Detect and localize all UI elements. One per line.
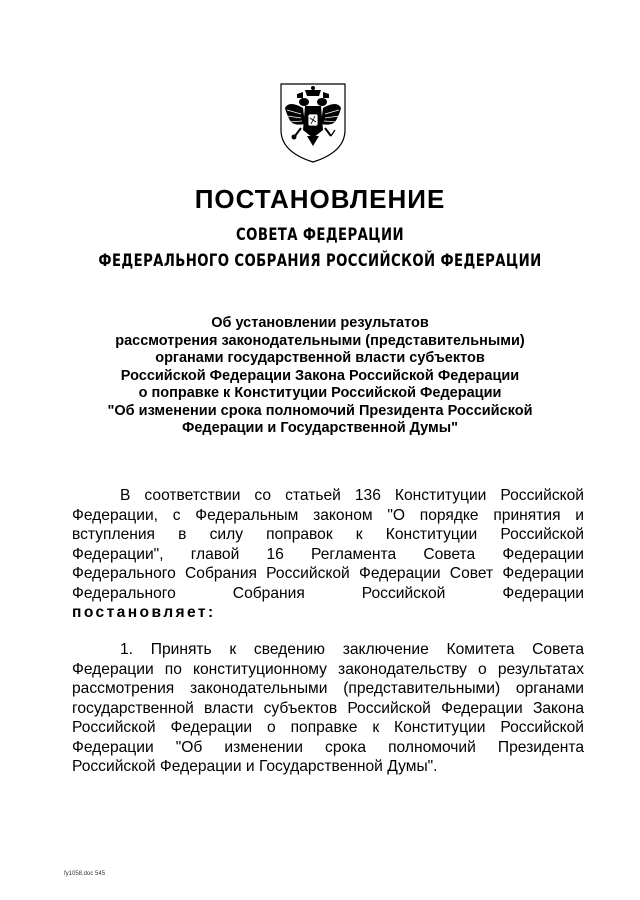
paragraph-line: Федерального Собрания Российской Федерации <box>72 584 584 602</box>
decree-word: постановляет: <box>72 604 216 621</box>
heading-line: рассмотрения законодательными (представительными) <box>115 332 525 349</box>
heading-line: Федерации и Государственной Думы" <box>181 420 459 436</box>
paragraph-line: Федерального Собрания Российской Федерации Совет Федерации <box>72 565 584 582</box>
preamble-paragraph <box>72 486 584 623</box>
issuer-line-1: СОВЕТА ФЕДЕРАЦИИ <box>236 225 404 245</box>
paragraph-line: рассмотрения законодательными (представительными) органами <box>72 680 584 697</box>
paragraph-line: государственной власти субъектов Российской Федерации Закона <box>72 699 584 717</box>
paragraph-line: Федерации "Об изменении срока полномочий Президента <box>72 738 584 756</box>
file-reference: fy1058.doc 545 <box>64 871 106 877</box>
heading-line: Об установлении результатов <box>211 315 429 331</box>
paragraph-line: Российской Федерации о поправке к Конституции Российской <box>72 719 584 736</box>
paragraph-line: Российской Федерации и Государственной Думы". <box>72 758 438 775</box>
document-title: ПОСТАНОВЛЕНИЕ <box>194 184 446 214</box>
decision-paragraph <box>72 640 584 777</box>
paragraph-line: Федерации по конституционному законодательству о результатах <box>72 660 584 678</box>
issuer-line-2: ФЕДЕРАЛЬНОГО СОБРАНИЯ РОССИЙСКОЙ ФЕДЕРАЦИИ <box>98 251 542 271</box>
paragraph-line: Федерации", главой 16 Регламента Совета Федерации <box>72 545 584 563</box>
heading-line: о поправке к Конституции Российской Федерации <box>138 385 502 401</box>
paragraph-line: В соответствии со статьей 136 Конституции Российской <box>120 487 584 504</box>
paragraph-line: Федерации, с Федеральным законом "О порядке принятия и <box>72 506 584 524</box>
heading-line: Российской Федерации Закона Российской Федерации <box>120 367 520 384</box>
paragraph-line: вступления в силу поправок к Конституции Российской <box>72 526 584 543</box>
paragraph-line: 1. Принять к сведению заключение Комитета Совета <box>120 641 584 658</box>
heading-line: органами государственной власти субъектов <box>155 350 485 366</box>
resolution-heading <box>60 315 580 438</box>
heading-line: "Об изменении срока полномочий Президента Российской <box>107 402 533 419</box>
russian-coat-of-arms-icon <box>275 78 351 164</box>
